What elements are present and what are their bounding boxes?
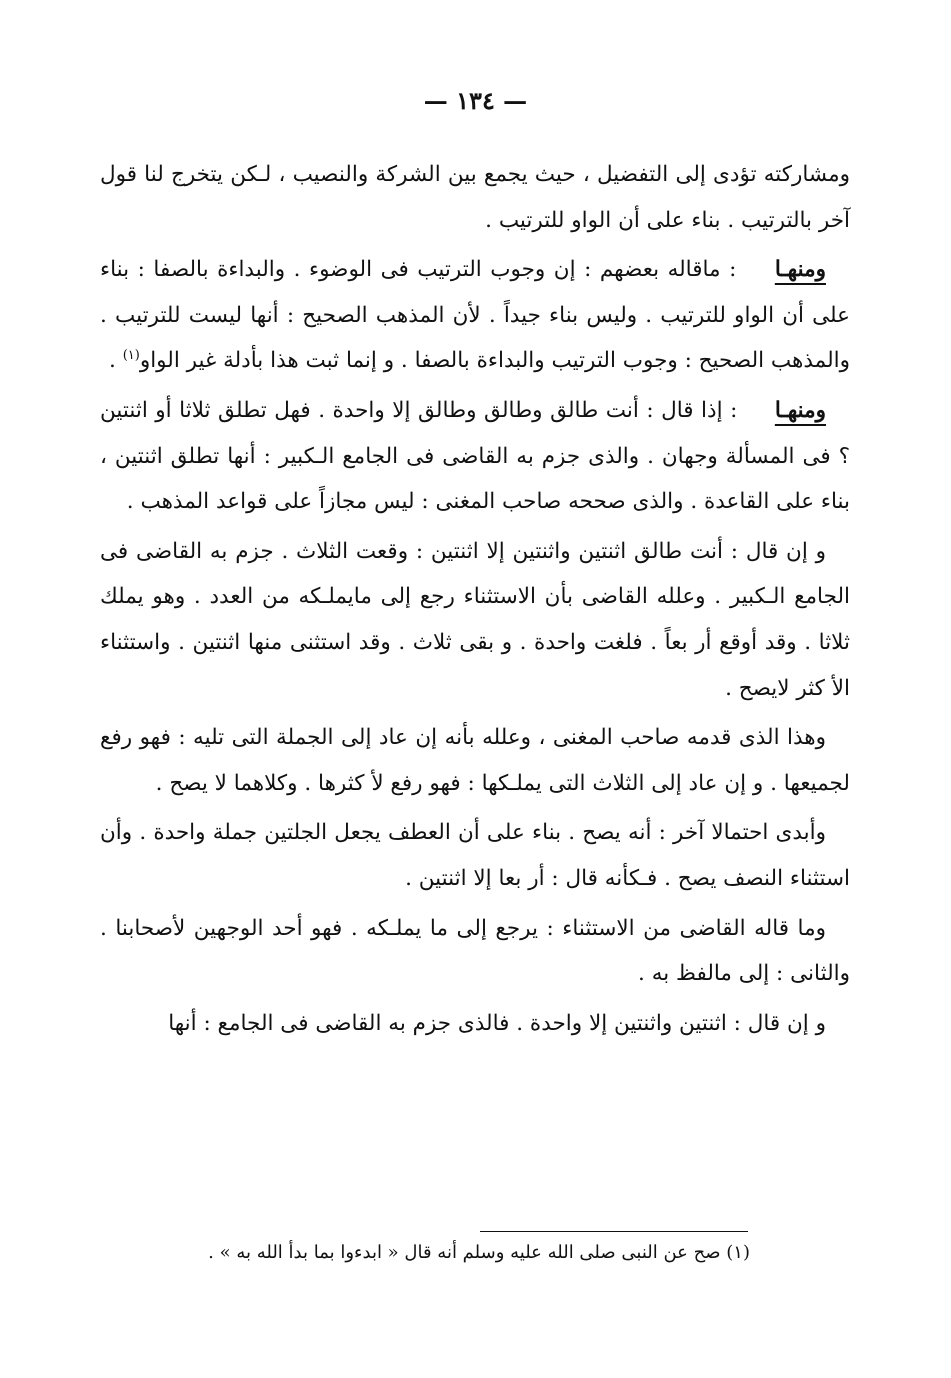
- paragraph: و إن قال : أنت طالق اثنتين واثنتين إلا اثنتين : وقعت الثلاث . جزم به القاضى فى الجامع الـكبير . وعلله القاضى بأن الاستثناء رجع إلى مايملـكه من العدد . وهو يملك ثلاثا . وقد أوقع أر بعاً . فلغت واحدة . و بقى ثلاث . وقد استثنى منها اثنتين . واستثناء الأ كثر لايصح .: [100, 538, 850, 701]
- page-number: — ١٣٤ —: [423, 86, 528, 115]
- paragraph: وهذا الذى قدمه صاحب المغنى ، وعلله بأنه إن عاد إلى الجملة التى تليه : فهو رفع لجميعها . و إن عاد إلى الثلاث التى يملـكها : فهو رفع لأ كثرها . وكلاهما لا يصح .: [100, 725, 850, 796]
- paragraph: و إن قال : اثنتين واثنتين إلا واحدة . فالذى جزم به القاضى فى الجامع : أنها: [168, 1010, 826, 1036]
- section-heading: ومنهـا: [774, 397, 826, 423]
- body-text: [100, 152, 850, 1050]
- section-heading: ومنهـا: [774, 257, 826, 283]
- paragraph: [100, 247, 850, 384]
- paragraph: وأبدى احتمالا آخر : أنه يصح . بناء على أن العطف يجعل الجلتين جملة واحدة . وأن استثناء النصف يصح . فـكأنه قال : أر بعا إلا اثنتين .: [100, 820, 850, 891]
- paragraph: وما قاله القاضى من الاستثناء : يرجع إلى ما يملـكه . فهو أحد الوجهين لأصحابنا . والثانى : إلى مالفظ به .: [100, 915, 850, 987]
- footnote-reference: (١): [122, 348, 140, 364]
- paragraph: ومشاركته تؤدى إلى التفضيل ، حيث يجمع بين الشركة والنصيب ، لـكن يتخرج لنا قول آخر بالترتيب . بناء على أن الواو للترتيب .: [100, 162, 850, 233]
- footnote-divider: [480, 1231, 748, 1232]
- paragraph-text: : إذا قال : أنت طالق وطالق وطالق إلا واحدة . فهل تطلق ثلاثا أو اثنتين ؟ فى المسألة وجهان . والذى جزم به القاضى فى الجامع الـكبير : أنها تطلق اثنتين ، بناء على القاعدة . والذى صححه صاحب المغنى : ليس مجازاً على قواعد المذهب .: [100, 397, 850, 515]
- footnote: (١) صح عن النبى صلى الله عليه وسلم أنه قال « ابدءوا بما بدأ الله به » .: [208, 1242, 750, 1263]
- paragraph-text: : ماقاله بعضهم : إن وجوب الترتيب فى الوضوء . والبداءة بالصفا : بناء على أن الواو للترتيب . وليس بناء جيداً . لأن المذهب الصحيح : أنها ليست للترتيب . والمذهب الصحيح : وجوب الترتيب والبداءة بالصفا . و إنما ثبت هذا بأدلة غير الواو: [100, 257, 850, 374]
- paragraph: [100, 388, 850, 525]
- paragraph-tail: .: [109, 348, 123, 374]
